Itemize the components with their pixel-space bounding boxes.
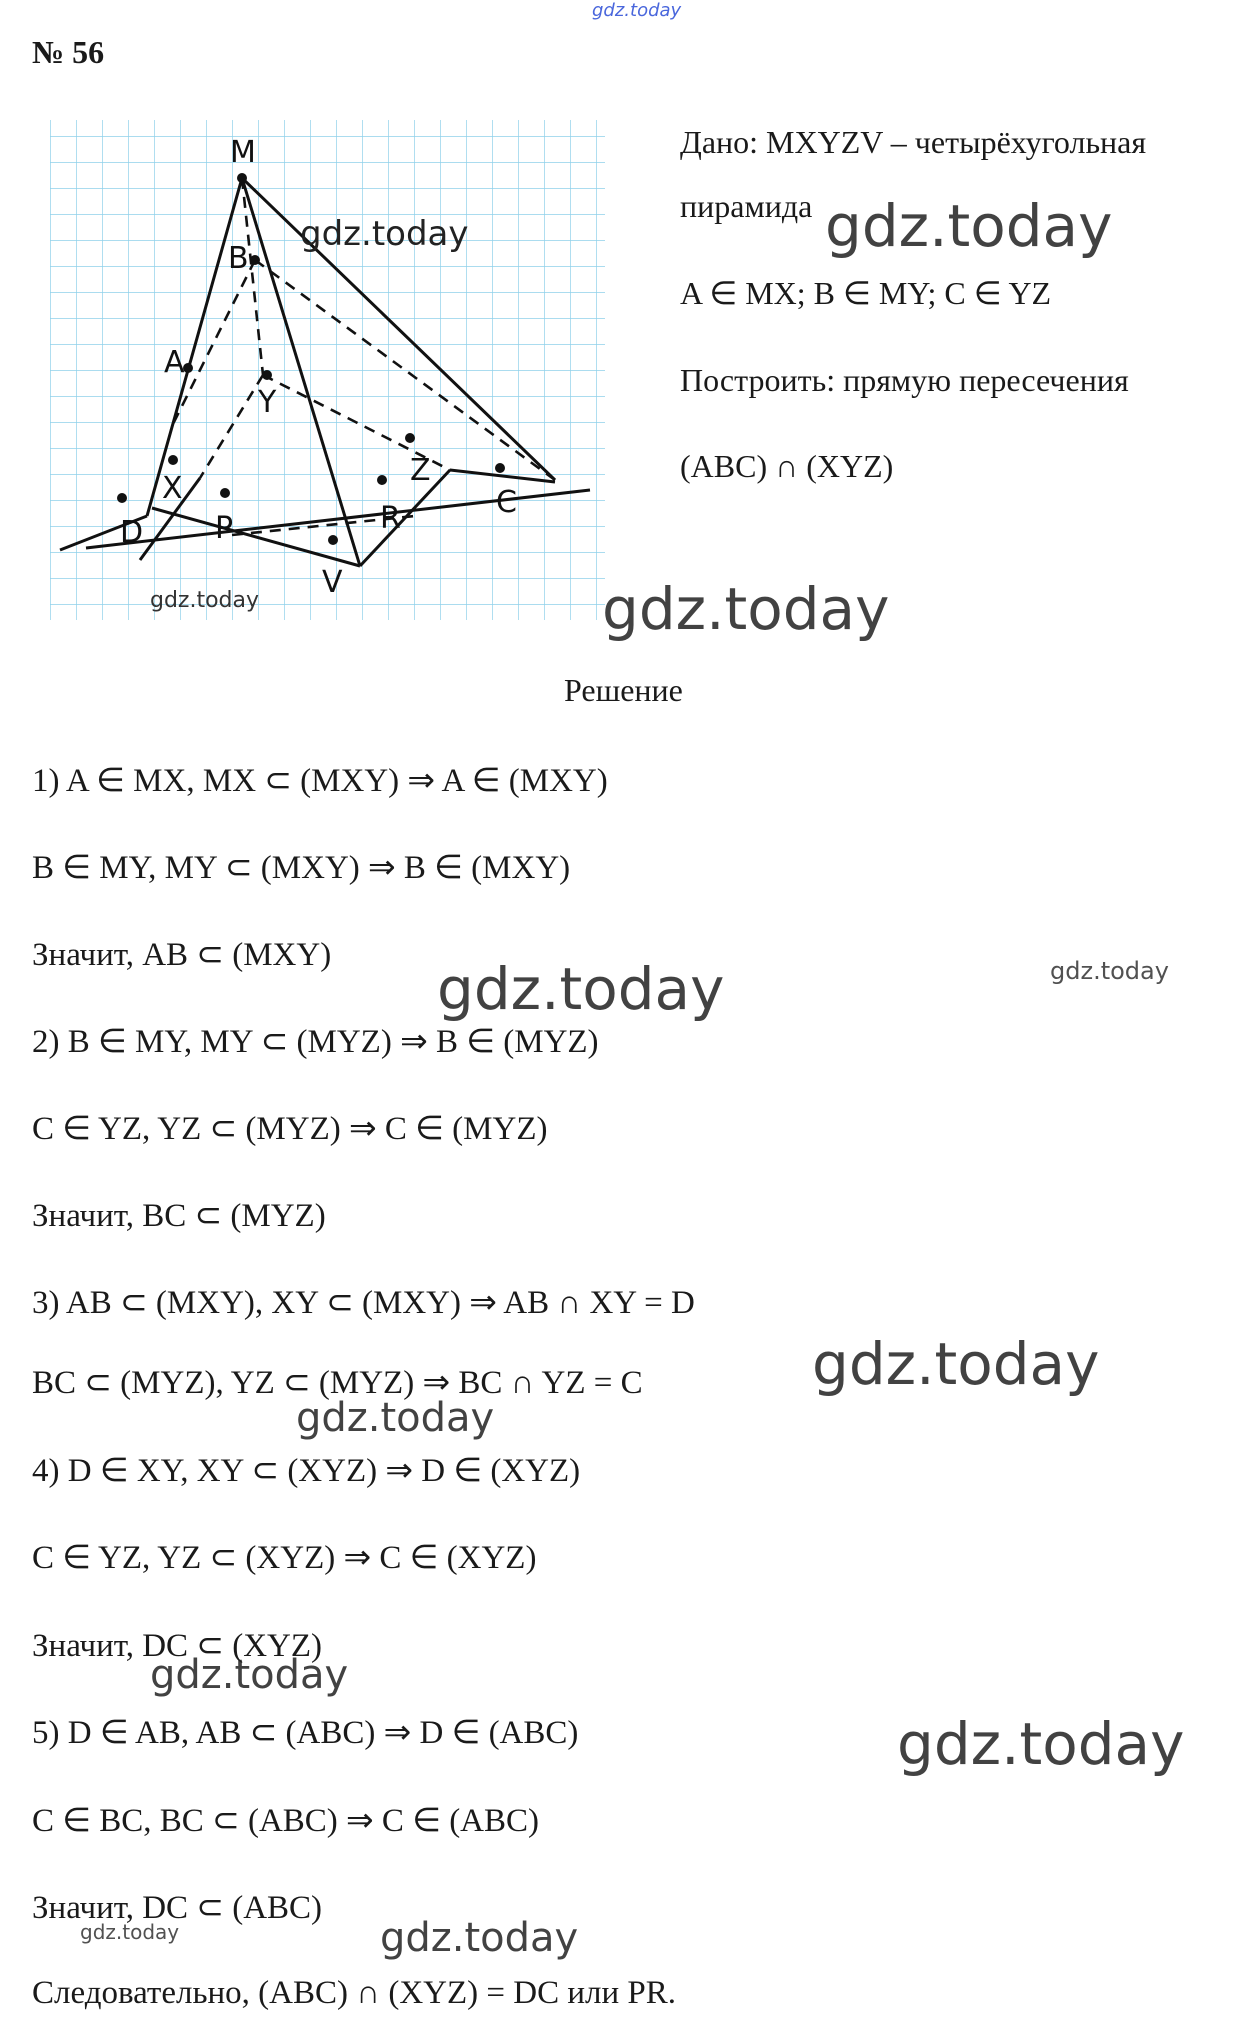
given-line-1: Дано: MXYZV – четырёхугольная <box>680 124 1147 160</box>
solution-line: Значит, AB ⊂ (MXY) <box>32 937 332 973</box>
label-M: M <box>230 135 256 170</box>
label-X: X <box>162 471 183 506</box>
point-B <box>250 255 260 265</box>
watermark: gdz.today <box>897 1710 1185 1778</box>
watermark: gdz.today <box>1050 957 1169 985</box>
solution-line: B ∈ MY, MY ⊂ (MXY) ⇒ B ∈ (MXY) <box>32 850 571 886</box>
figure-watermark-bottom: gdz.today <box>150 588 260 613</box>
point-V <box>328 535 338 545</box>
watermark: gdz.today <box>812 1330 1100 1398</box>
solution-line: C ∈ YZ, YZ ⊂ (MYZ) ⇒ C ∈ (MYZ) <box>32 1111 548 1147</box>
solution-line: Значит, BC ⊂ (MYZ) <box>32 1198 326 1234</box>
label-R: R <box>380 501 401 536</box>
problem-number: № 56 <box>32 34 105 70</box>
solution-line: C ∈ BC, BC ⊂ (ABC) ⇒ C ∈ (ABC) <box>32 1803 540 1839</box>
solution-line: Значит, DC ⊂ (ABC) <box>32 1890 323 1926</box>
solution-line: C ∈ YZ, YZ ⊂ (XYZ) ⇒ C ∈ (XYZ) <box>32 1540 537 1576</box>
point-D <box>117 493 127 503</box>
label-Z: Z <box>410 453 431 488</box>
solution-line: Следовательно, (ABC) ∩ (XYZ) = DC или PR. <box>32 1975 676 2011</box>
watermark: gdz.today <box>825 192 1113 260</box>
top-watermark: gdz.today <box>592 0 682 21</box>
point-P <box>220 488 230 498</box>
solution-line: 5) D ∈ AB, AB ⊂ (ABC) ⇒ D ∈ (ABC) <box>32 1715 579 1751</box>
solution-heading: Решение <box>564 672 683 708</box>
given-line-2: пирамида <box>680 188 813 224</box>
watermark: gdz.today <box>150 1652 349 1698</box>
watermark: gdz.today <box>437 955 725 1023</box>
label-B: B <box>228 241 249 276</box>
solution-line: Значит, DC ⊂ (XYZ) <box>32 1628 323 1664</box>
label-D: D <box>120 515 144 550</box>
label-P: P <box>215 511 234 546</box>
watermark: gdz.today <box>80 1920 180 1944</box>
point-Y <box>262 370 272 380</box>
point-C <box>495 463 505 473</box>
given-line-3: A ∈ MX; B ∈ MY; C ∈ YZ <box>680 275 1052 311</box>
watermark: gdz.today <box>602 575 890 643</box>
point-X <box>168 455 178 465</box>
label-C: C <box>496 485 517 520</box>
point-M <box>237 173 247 183</box>
solution-line: 3) AB ⊂ (MXY), XY ⊂ (MXY) ⇒ AB ∩ XY = D <box>32 1285 695 1321</box>
given-line-4: Построить: прямую пересечения <box>680 362 1129 398</box>
watermark: gdz.today <box>296 1395 495 1441</box>
watermark: gdz.today <box>380 1915 579 1961</box>
point-R <box>377 475 387 485</box>
figure-watermark: gdz.today <box>300 214 469 254</box>
point-Z <box>405 433 415 443</box>
given-line-5: (ABC) ∩ (XYZ) <box>680 448 894 484</box>
label-A: A <box>164 345 185 380</box>
pyramid-figure <box>50 110 610 630</box>
solution-line: 2) B ∈ MY, MY ⊂ (MYZ) ⇒ B ∈ (MYZ) <box>32 1024 599 1060</box>
solution-line: 4) D ∈ XY, XY ⊂ (XYZ) ⇒ D ∈ (XYZ) <box>32 1453 581 1489</box>
solution-line: BC ⊂ (MYZ), YZ ⊂ (MYZ) ⇒ BC ∩ YZ = C <box>32 1365 643 1401</box>
label-Y: Y <box>258 385 277 420</box>
solution-line: 1) A ∈ MX, MX ⊂ (MXY) ⇒ A ∈ (MXY) <box>32 763 608 799</box>
label-V: V <box>322 565 343 600</box>
